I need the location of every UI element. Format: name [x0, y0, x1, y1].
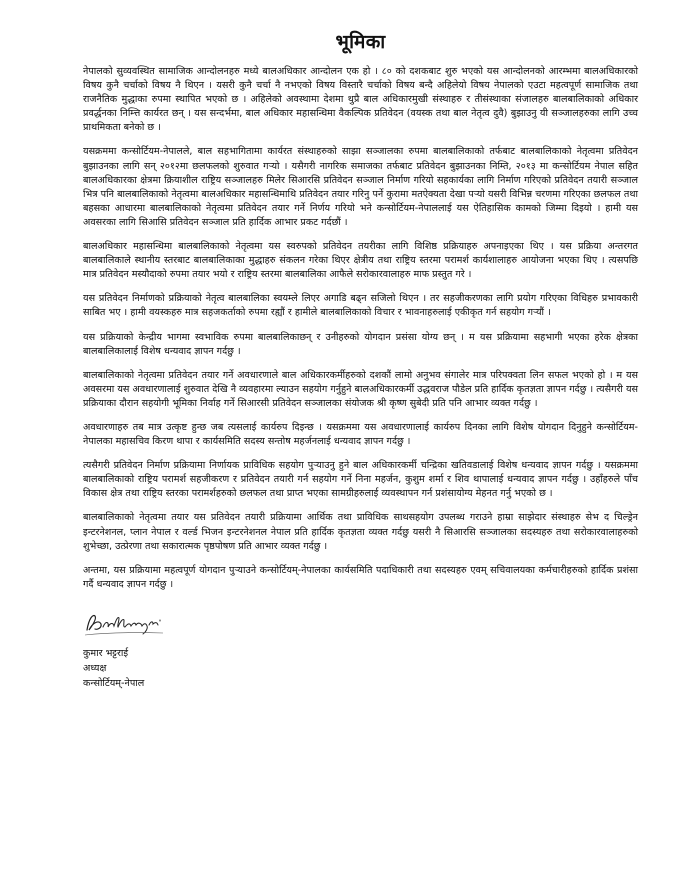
paragraph-1: नेपालको सुव्यवस्थित सामाजिक आन्दोलनहरु मध्ये बालअधिकार आन्दोलन एक हो । ८० को दशकबाट शुरु भएको यस आन्दोलनको आरम्भमा बालअधिकारको विषय कुनै चर्चाको विषय नै थिएन । यसरी कुनै चर्चा नै नभएको विषय विस्तारै चर्चाको विषय बन्दै अहिलेयो विषय नेपालको एउटा महत्वपूर्ण सामाजिक तथा राजनैतिक मुद्धाका रुपमा स्थापित भएको छ । अहिलेको अवस्थामा देशमा थुप्रै बाल अधिकारमुखी संस्थाहरु र तीसंस्थाका संजालहरु बालबालिकाको अधिकार प्रवर्द्धनका निम्त्ति कार्यरत छन् । यस सन्दर्भमा, बाल अधिकार महासन्धिमा वैकल्पिक प्रतिवेदन (वयस्क तथा बाल नेतृत्व दुवै) बुझाउनु यी सञ्जालहरुका लागि उच्च प्राथमिकता बनेको छ । [83, 66, 638, 134]
paragraph-5: यस प्रक्रियाको केन्द्रीय भागमा स्वभाविक रुपमा बालबालिकाछन् र उनीहरुको योगदान प्रसंसा योग्य छन् । म यस प्रक्रियामा सहभागी भएका हरेक क्षेत्रका बालबालिकालाई विशेष धन्यवाद ज्ञापन गर्दछु । [83, 331, 638, 357]
paragraph-10: अन्तमा, यस प्रक्रियामा महत्वपूर्ण योगदान पुऱ्याउने कन्सोर्टियम्-नेपालका कार्यसमिति पदाधिकारी तथा सदस्यहरु एवम् सचिवालयका कर्मचारीहरुको हार्दिक प्रशंसा गर्दै धन्यवाद ज्ञापन गर्दछु । [83, 564, 638, 590]
paragraph-4: यस प्रतिवेदन निर्माणको प्रक्रियाको नेतृत्व बालबालिका स्वयम्ले लिएर अगाडि बढ्न सजिलो थिएन । तर सहजीकरणका लागि प्रयोग गरिएका विधिहरु प्रभावकारी साबित भए । हामी वयस्कहरु मात्र सहजकर्ताको रुपमा रह्यौं र हामीले बालबालिकाको विचार र भावनाहरुलाई एकीकृत गर्न सहयोग गऱ्यौं । [83, 293, 638, 319]
paragraph-7: अवधारणाहरु तब मात्र उत्कृष्ट हुन्छ जब त्यसलाई कार्यरुप दिइन्छ । यसक्रममा यस अवधारणालाई कार्यरुप दिनका लागि विशेष योगदान दिनुहुने कन्सोर्टियम-नेपालका महासचिव किरण थापा र कार्यसमिति सदस्य सन्तोष महर्जनलाई धन्यवाद ज्ञापन गर्दछु । [83, 421, 638, 448]
signatory-block [83, 646, 638, 691]
page-title: भूमिका [335, 31, 386, 53]
signatory-name: कुमार भट्टराई [83, 647, 129, 659]
paragraph-3: बालअधिकार महासन्धिमा बालबालिकाको नेतृत्वमा यस स्वरुपको प्रतिवेदन तयरीका लागि विशिष्ठ प्रक्रियाहरु अपनाइएका थिए । यस प्रक्रिया अन्तरगत बालबालिकाले स्थानीय स्तरबाट बालबालिकाका मुद्धाहरु संकलन गरेका थिएर क्षेत्रीय तथा राष्ट्रिय स्तरमा परामर्श कार्यशालाहरु आयोजना भएका थिए । त्यसपछि मात्र प्रतिवेदन मस्यौदाको रुपमा तयार भयो र राष्ट्रिय स्तरमा बालबालिका आफैले सरोकारवालाहरु माफ प्रस्तुत गरे । [83, 241, 638, 281]
paragraph-2: यसक्रममा कन्सोर्टियम-नेपालले, बाल सहभागितामा कार्यरत संस्थाहरुको साझा सञ्जालका रुपमा बालबालिकाको तर्फबाट बालबालिकाको नेतृत्वमा प्रतिवेदन बुझाउनका लागि सन् २०१२मा छलफलको शुरुवात गऱ्यो । यसैगरी नागरिक समाजका तर्फबाट प्रतिवेदन बुझाउनका निम्ति, २०१३ मा कन्सोर्टियम नेपाल सहित बालअधिकारका क्षेत्रमा क्रियाशील राष्ट्रिय सञ्जालहरु मिलेर सिआरसि प्रतिवेदन सञ्जाल निर्माण गरियो सहकार्यका लागि निर्माण गरिएको प्रतिवेदन तयारी सञ्जाल भित्र पनि बालबालिकाको नेतृत्वमा बालअधिकार महासन्धिमाथि प्रतिवेदन तयार गरिनु पर्ने कुरामा मतऐक्यता देखा पऱ्यो यसरी विभिन्न चरणमा गरिएका छलफल तथा बहसका आधारमा बालबालिकाको नेतृत्वमा प्रतिवेदन तयार गर्ने निर्णय गरियो भने कन्सोर्टियम-नेपाललाई यस ऐतिहासिक कामको जिम्मा दिइयो । हामी यस अवसरका लागि सिआसि प्रतिवेदन सञ्जाल प्रति हार्दिक आभार प्रकट गर्दछौं । [83, 146, 638, 228]
signatory-position: अध्यक्ष [83, 662, 107, 674]
paragraph-6: बालबालिकाको नेतृत्वमा प्रतिवेदन तयार गर्ने अवधारणाले बाल अधिकारकर्मीहरुको दशकौं लामो अनुभव संगालेर मात्र परिपक्वता लिन सफल भएको हो । म यस अवसरमा यस अवधारणालाई शुरुवात देखि नै व्यवहारमा ल्याउन सहयोग गर्नुहुने बालअधिकारकर्मी उद्धवराज पौडेल प्रति हार्दिक कृतज्ञता ज्ञापन गर्दछु । त्यसैगरी यस प्रक्रियाका दौरान सहयोगी भूमिका निर्वाह गर्ने सिआरसी प्रतिवेदन सञ्जालका संयोजक श्री कृष्ण सुबेदी प्रति पनि आभार व्यक्त गर्दछु । [83, 369, 638, 409]
paragraph-8: त्यसैगरी प्रतिवेदन निर्माण प्रक्रियामा निर्णायक प्राविधिक सहयोग पुऱ्याउनु हुने बाल अधिकारकर्मी चन्द्रिका खतिवडालाई विशेष धन्यवाद ज्ञापन गर्दछु । यसक्रममा बालबालिकाको राष्ट्रिय परामर्श सहजीकरण र प्रतिवेदन तयारी गर्न सहयोग गर्ने निना महर्जन, कुशुम शर्मा र शिव थापालाई धन्यवाद ज्ञापन गर्दछु । उहाँहरुले पाँच विकास क्षेत्र तथा राष्ट्रिय स्तरका परामर्शहरुको छलफल तथा प्राप्त भएका सामग्रीहरुलाई व्यवस्थापन गर्न प्रशंसायोग्य मेहनत गर्नु भएको छ । [83, 460, 638, 500]
paragraph-9: बालबालिकाको नेतृत्वमा तयार यस प्रतिवेदन तयारी प्रक्रियामा आर्थिक तथा प्राविधिक साथसहयोग उपलब्ध गराउने हाम्रा साझेदार संस्थाहरु सेभ द चिल्ड्रेन इन्टरनेशनल, प्लान नेपाल र वर्ल्ड भिजन इन्टरनेशनल नेपाल प्रति हार्दिक कृतज्ञता व्यक्त गर्दछु यसरी नै सिआरसि सञ्जालका सदस्यहरु तथा सरोकारवालाहरुको शुभेच्छा, उत्प्रेरणा तथा सकारात्मक पृष्ठपोषण प्रति आभार व्यक्त गर्दछु । [83, 512, 638, 552]
handwritten-signature [83, 608, 171, 638]
signatory-organization: कन्सोर्टियम्-नेपाल [83, 677, 145, 689]
